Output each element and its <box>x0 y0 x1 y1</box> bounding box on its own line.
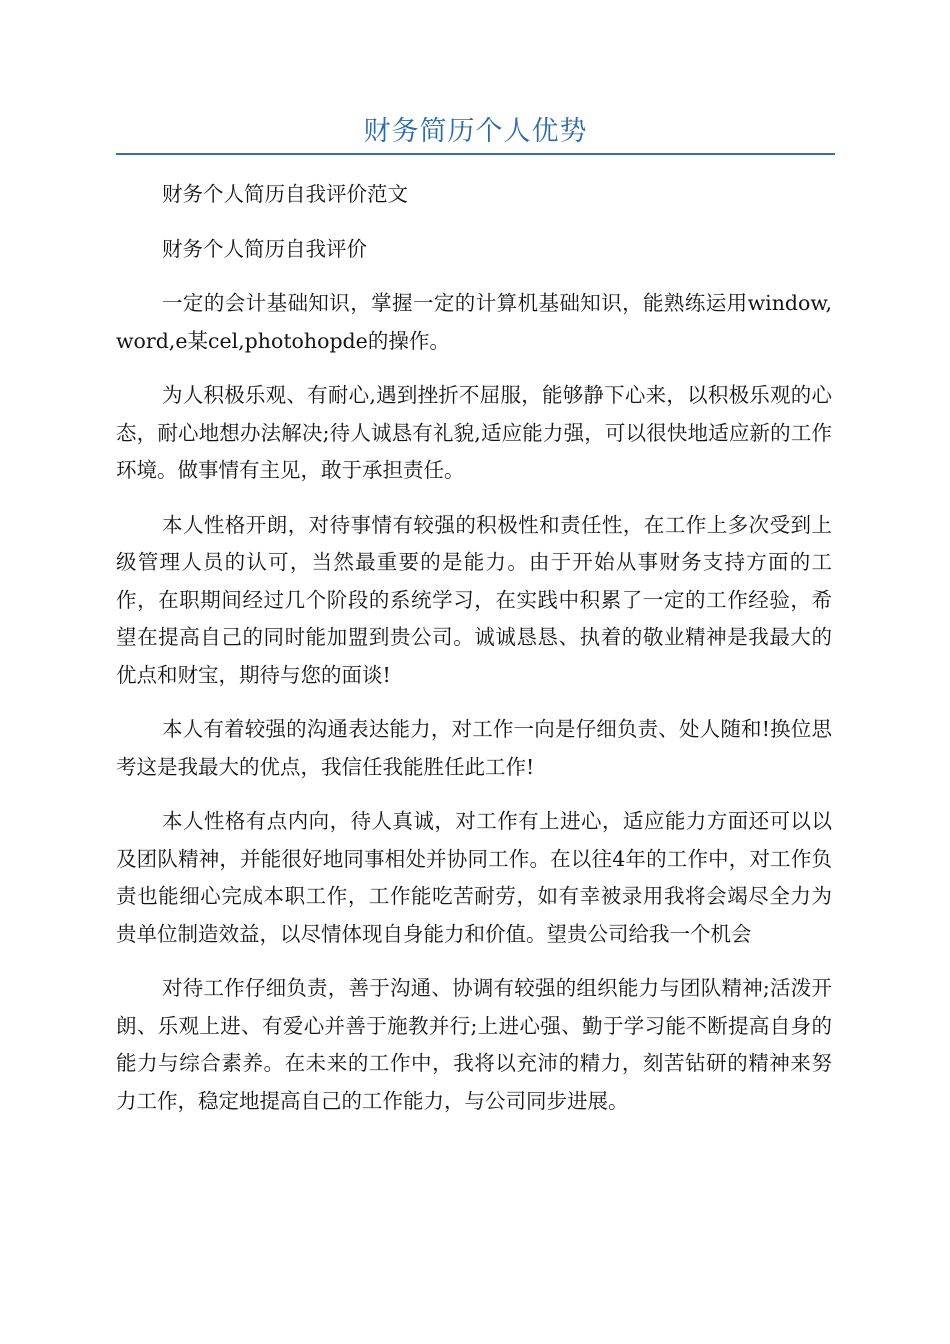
page-title: 财务简历个人优势 <box>363 116 588 147</box>
paragraph-experience: 本人性格开朗，对待事情有较强的积极性和责任性，在工作上多次受到上级管理人员的认可，当然最重要的是能力。由于开始从事财务支持方面的工作，在职期间经过几个阶段的系统学习，在实践中积累了一定的工作经验，希望在提高自己的同时能加盟到贵公司。诚诚恳恳、执着的敬业精神是我最大的优点和财宝，期待与您的面谈! <box>116 512 832 687</box>
paragraph-skills: 一定的会计基础知识，掌握一定的计算机基础知识，能熟练运用window,word,e某cel,photohopde的操作。 <box>116 291 832 353</box>
paragraph-attitude: 对待工作仔细负责，善于沟通、协调有较强的组织能力与团队精神;活泼开朗、乐观上进、有爱心并善于施教并行;上进心强、勤于学习能不断提高自身的能力与综合素养。在未来的工作中，我将以充沛的精力，刻苦钻研的精神来努力工作，稳定地提高自己的工作能力，与公司同步进展。 <box>116 976 832 1113</box>
paragraph-heading-2: 财务个人简历自我评价 <box>162 236 367 261</box>
paragraph-communication: 本人有着较强的沟通表达能力，对工作一向是仔细负责、处人随和!换位思考这是我最大的优点，我信任我能胜任此工作! <box>116 717 832 779</box>
paragraph-personality: 为人积极乐观、有耐心,遇到挫折不屈服，能够静下心来，以积极乐观的心态，耐心地想办法解决;待人诚恳有礼貌,适应能力强，可以很快地适应新的工作环境。做事情有主见，敢于承担责任。 <box>116 383 832 482</box>
title-underline <box>116 153 835 155</box>
paragraph-teamwork: 本人性格有点内向，待人真诚，对工作有上进心，适应能力方面还可以以及团队精神，并能很好地同事相处并协同工作。在以往4年的工作中，对工作负责也能细心完成本职工作，工作能吃苦耐劳，如有幸被录用我将会竭尽全力为贵单位制造效益，以尽情体现自身能力和价值。望贵公司给我一个机会 <box>116 809 832 946</box>
paragraph-heading-1: 财务个人简历自我评价范文 <box>162 182 408 206</box>
document-body <box>116 176 832 1137</box>
